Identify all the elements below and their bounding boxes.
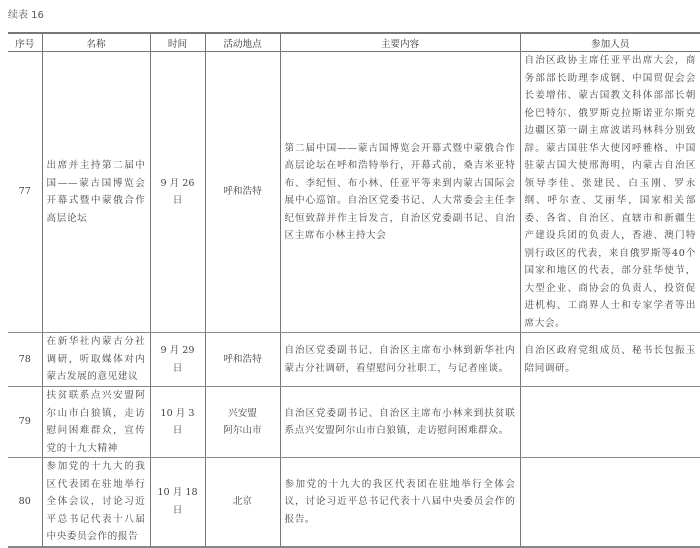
table-row bbox=[8, 458, 700, 547]
header-participants: 参加人员 bbox=[520, 33, 700, 52]
cell-time: 10 月 18 日 bbox=[150, 458, 205, 547]
cell-place: 北京 bbox=[205, 458, 280, 547]
cell-name: 参加党的十九大的我区代表团在驻地举行全体会议，讨论习近平总书记代表十八届中央委员会作的报告 bbox=[42, 458, 150, 547]
cell-time: 10 月 3 日 bbox=[150, 387, 205, 458]
cell-participants: 自治区政府党组成员、秘书长包振玉陪同调研。 bbox=[520, 333, 700, 387]
cell-content: 自治区党委副书记、自治区主席布小林来到扶贫联系点兴安盟阿尔山市白狼镇，走访慰问困难群众。 bbox=[280, 387, 520, 458]
cell-no: 78 bbox=[8, 333, 42, 387]
header-time: 时间 bbox=[150, 33, 205, 52]
table-caption: 续表 16 bbox=[8, 10, 44, 21]
cell-time: 9 月 29 日 bbox=[150, 333, 205, 387]
table-row bbox=[8, 387, 700, 458]
header-no: 序号 bbox=[8, 33, 42, 52]
cell-no: 79 bbox=[8, 387, 42, 458]
cell-participants bbox=[520, 458, 700, 547]
header-row bbox=[8, 33, 700, 52]
cell-name: 出席并主持第二届中国——蒙古国博览会开幕式暨中蒙俄合作高层论坛 bbox=[42, 52, 150, 333]
cell-participants: 自治区政协主席任亚平出席大会，商务部部长助理李成钢、中国贸促会会长姜增伟、蒙古国教文科体部部长朝伦巴特尔、俄罗斯克拉斯诺亚尔斯克边疆区第一副主席波诺玛林科分别致辞。蒙古国驻华大使冈呼雅格、中国驻蒙古国大使邢海明，内蒙古自治区领导李佳、张建民、白玉刚、罗永纲、呼尔查、艾丽华，国家相关部委、各省、自治区、直辖市和新疆生产建设兵团的负责人，香港、澳门特别行政区的代表，来自俄罗斯等40个国家和地区的代表，部分驻华使节，大型企业、商协会的负责人，投资促进机构、工商界人士和专家学者等出席大会。 bbox=[520, 52, 700, 333]
cell-place: 兴安盟 阿尔山市 bbox=[205, 387, 280, 458]
cell-content: 自治区党委副书记、自治区主席布小林到新华社内蒙古分社调研，看望慰问分社职工，与记者座谈。 bbox=[280, 333, 520, 387]
header-name: 名称 bbox=[42, 33, 150, 52]
cell-name: 扶贫联系点兴安盟阿尔山市白狼镇，走访慰问困难群众，宣传党的十九大精神 bbox=[42, 387, 150, 458]
cell-no: 77 bbox=[8, 52, 42, 333]
cell-name: 在新华社内蒙古分社调研，听取媒体对内蒙古发展的意见建议 bbox=[42, 333, 150, 387]
cell-content: 第二届中国——蒙古国博览会开幕式暨中蒙俄合作高层论坛在呼和浩特举行，开幕式前，桑吉米亚特布、李纪恒、布小林、任亚平等来到内蒙古国际会展中心巡馆。自治区党委书记、人大常委会主任李纪恒致辞并作主旨发言，自治区党委副书记、自治区主席布小林主持大会 bbox=[280, 52, 520, 333]
cell-place: 呼和浩特 bbox=[205, 52, 280, 333]
cell-content: 参加党的十九大的我区代表团在驻地举行全体会议，讨论习近平总书记代表十八届中央委员会作的报告。 bbox=[280, 458, 520, 547]
header-place: 活动地点 bbox=[205, 33, 280, 52]
table-row bbox=[8, 333, 700, 387]
cell-place: 呼和浩特 bbox=[205, 333, 280, 387]
header-content: 主要内容 bbox=[280, 33, 520, 52]
activity-table bbox=[8, 32, 700, 548]
cell-no: 80 bbox=[8, 458, 42, 547]
cell-participants bbox=[520, 387, 700, 458]
table-row bbox=[8, 52, 700, 333]
cell-time: 9 月 26 日 bbox=[150, 52, 205, 333]
